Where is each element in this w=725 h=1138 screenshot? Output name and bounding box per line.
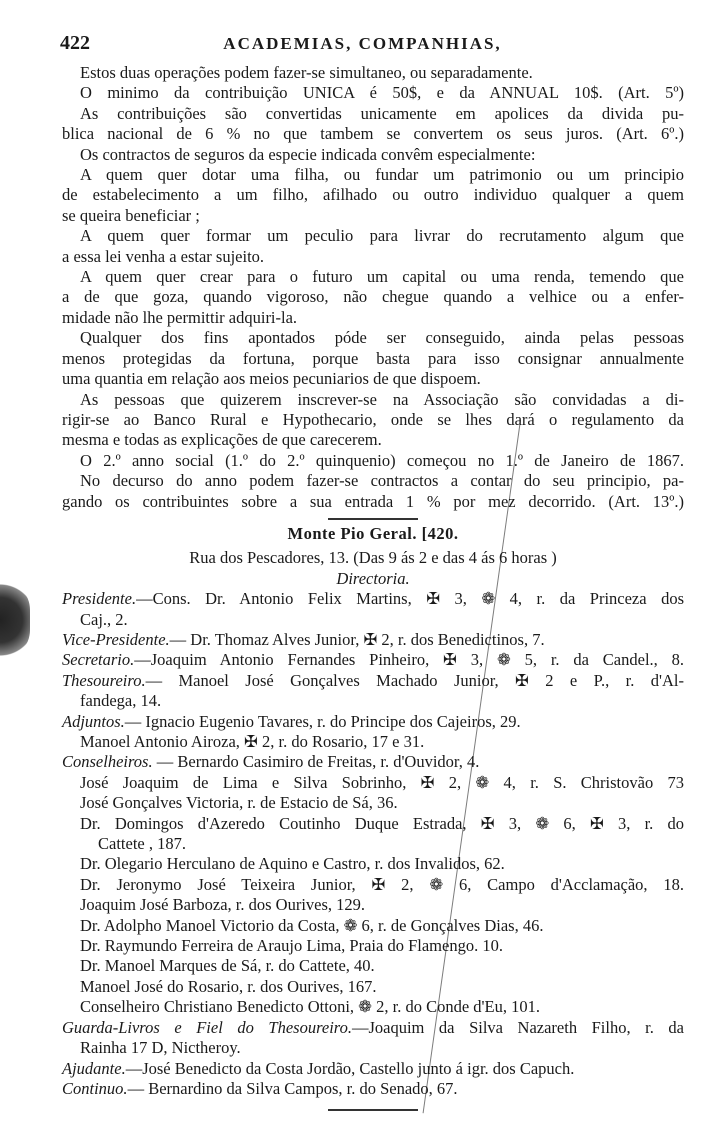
entry-role: Conselheiros. (62, 752, 153, 772)
directory-entry (62, 936, 684, 956)
text-line: uma quantia em relação aos meios pecuniarios de que dispoem. (62, 369, 481, 389)
text-line: a essa lei venha a estar sujeito. (62, 246, 265, 266)
entry-text: Caj., 2. (80, 609, 128, 629)
entry-text: fandega, 14. (80, 691, 162, 711)
entry-role: Guarda-Livros e Fiel do Thesoureiro. (62, 1017, 352, 1037)
directory-entry (62, 977, 684, 997)
entry-text: — Bernardo Casimiro de Freitas, r. d'Ouvidor, 4. (152, 752, 480, 772)
entry-text: Dr. Manoel Marques de Sá, r. do Cattete, 40. (80, 956, 375, 976)
text-line: O 2.º anno social (1.º do 2.º quinquenio) começou no 1.º de Janeiro de 1867. (80, 450, 684, 470)
text-line: A quem quer crear para o futuro um capital ou uma renda, temendo que (80, 267, 684, 287)
entry-text: Dr. Olegario Herculano de Aquino e Castro, r. dos Invalidos, 62. (80, 854, 505, 874)
entry-text: — Dr. Thomaz Alves Junior, ✠ 2, r. dos Benedictinos, 7. (169, 629, 545, 649)
entry-role: Presidente. (62, 589, 137, 609)
entry-text: José Gonçalves Victoria, r. de Estacio de Sá, 36. (80, 793, 398, 813)
text-line: Estos duas operações podem fazer-se simultaneo, ou separadamente. (80, 63, 533, 82)
directory-entry (62, 773, 684, 793)
directory-entry (62, 691, 684, 711)
text-line: As contribuições são convertidas unicamente em apolices da divida pu- (80, 103, 684, 123)
directory-entry (62, 997, 684, 1017)
text-line: Qualquer dos fins apontados póde ser conseguido, ainda pelas pessoas (80, 328, 684, 348)
directory-entry (62, 875, 684, 895)
directory-entry (62, 793, 684, 813)
entry-text: Dr. Raymundo Ferreira de Araujo Lima, Praia do Flamengo. 10. (80, 936, 503, 956)
entry-text: Cattete , 187. (98, 834, 186, 854)
directory-entry (62, 630, 684, 650)
text-line: mesma e todas as explicações de que carecerem. (62, 430, 382, 450)
directory-entry (62, 671, 684, 691)
entry-role: Ajudante. (62, 1058, 126, 1078)
directory-entry (62, 610, 684, 630)
page-body (62, 63, 684, 1115)
directory-entry (62, 1038, 684, 1058)
entry-text: Conselheiro Christiano Benedicto Ottoni, ❁ 2, r. do Conde d'Eu, 101. (80, 997, 540, 1017)
text-line: se queira beneficiar ; (62, 205, 200, 225)
section-subtitle: Directoria. (336, 568, 410, 588)
text-line: As pessoas que quizerem inscrever-se na Associação são convidadas a di- (80, 389, 684, 409)
end-divider (328, 1109, 418, 1111)
entry-role: Adjuntos. (62, 711, 125, 731)
text-line: gando os contribuintes sobre a sua entrada 1 % por mez decorrido. (Art. 13º.) (62, 491, 684, 511)
directory-entry (62, 834, 684, 854)
section-title: Monte Pio Geral. [420. (287, 523, 459, 543)
directory-entry (62, 589, 684, 609)
directory-entry (62, 895, 684, 915)
directory-entry (62, 732, 684, 752)
text-line: O minimo da contribuição UNICA é 50$, e da ANNUAL 10$. (Art. 5º) (80, 83, 684, 103)
directory-entry (62, 650, 684, 670)
entry-text: Rainha 17 D, Nictheroy. (80, 1038, 241, 1058)
section-address: Rua dos Pescadores, 13. (Das 9 ás 2 e das 4 ás 6 horas ) (189, 548, 557, 568)
entry-role: Secretario. (62, 650, 135, 670)
directory-entry (62, 916, 684, 936)
text-paragraphs (62, 63, 684, 512)
entry-text: — Bernardino da Silva Campos, r. do Senado, 67. (127, 1078, 458, 1098)
text-line: blica nacional de 6 % no que tambem se convertem os seus juros. (Art. 6º.) (62, 124, 684, 144)
entry-role: Vice-Presidente. (62, 629, 170, 649)
entry-text: Joaquim José Barboza, r. dos Ourives, 129. (80, 895, 366, 915)
directory-entry (62, 1059, 684, 1079)
entry-role: Continuo. (62, 1078, 128, 1098)
directory-entry (62, 1018, 684, 1038)
directory-entry (62, 956, 684, 976)
text-line: a de que goza, quando vigoroso, não chegue quando a velhice ou a enfer- (62, 287, 684, 307)
text-line: Os contractos de seguros da especie indicada convêm especialmente: (80, 144, 536, 164)
running-title: ACADEMIAS, COMPANHIAS, (223, 34, 502, 53)
directory-entry (62, 1079, 684, 1099)
directory-entry (62, 712, 684, 732)
text-line: menos protegidas da fortuna, porque basta para isso consignar annualmente (62, 348, 684, 368)
entry-text: Dr. Adolpho Manoel Victorio da Costa, ❁ 6, r. de Gonçalves Dias, 46. (80, 915, 544, 935)
directory-entry (62, 752, 684, 772)
text-line: rigir-se ao Banco Rural e Hypothecario, onde se lhes dará o regulamento da (62, 409, 684, 429)
entry-text: —José Benedicto da Costa Jordão, Castello junto á igr. dos Capuch. (125, 1058, 575, 1078)
entry-text: — Ignacio Eugenio Tavares, r. do Principe dos Cajeiros, 29. (124, 711, 521, 731)
entry-text: Manoel José do Rosario, r. dos Ourives, 167. (80, 976, 377, 996)
entry-text: Manoel Antonio Airoza, ✠ 2, r. do Rosario, 17 e 31. (80, 732, 425, 751)
text-line: A quem quer formar um peculio para livrar do recrutamento algum que (80, 226, 684, 246)
entry-text: Dr. Domingos d'Azeredo Coutinho Duque Estrada, ✠ 3, ❁ 6, ✠ 3, r. do (80, 813, 684, 833)
directory-entry (62, 814, 684, 834)
page-number: 422 (60, 32, 90, 54)
text-line: midade não lhe permittir adquiri-la. (62, 307, 298, 327)
ink-blot (0, 580, 30, 660)
entry-text: —Joaquim Antonio Fernandes Pinheiro, ✠ 3, ❁ 5, r. da Candel., 8. (134, 650, 684, 670)
section-divider (328, 518, 418, 520)
text-line: de estabelecimento a um filho, afilhado ou outro individuo qualquer a quem (62, 185, 684, 205)
text-line: No decurso do anno podem fazer-se contractos a contar do seu principio, pa- (80, 471, 684, 491)
entry-text: —Joaquim da Silva Nazareth Filho, r. da (351, 1017, 684, 1037)
entry-text: —Cons. Dr. Antonio Felix Martins, ✠ 3, ❁ 4, r. da Princeza dos (136, 589, 684, 609)
entry-role: Thesoureiro. (62, 670, 146, 690)
directory-entry (62, 854, 684, 874)
entry-text: Dr. Jeronymo José Teixeira Junior, ✠ 2, ❁ 6, Campo d'Acclamação, 18. (80, 874, 684, 894)
entry-text: José Joaquim de Lima e Silva Sobrinho, ✠ 2, ❁ 4, r. S. Christovão 73 (80, 772, 684, 792)
text-line: A quem quer dotar uma filha, ou fundar um patrimonio ou um principio (80, 165, 684, 185)
directory-list (62, 589, 684, 1099)
entry-text: — Manoel José Gonçalves Machado Junior, ✠ 2 e P., r. d'Al- (145, 670, 684, 690)
